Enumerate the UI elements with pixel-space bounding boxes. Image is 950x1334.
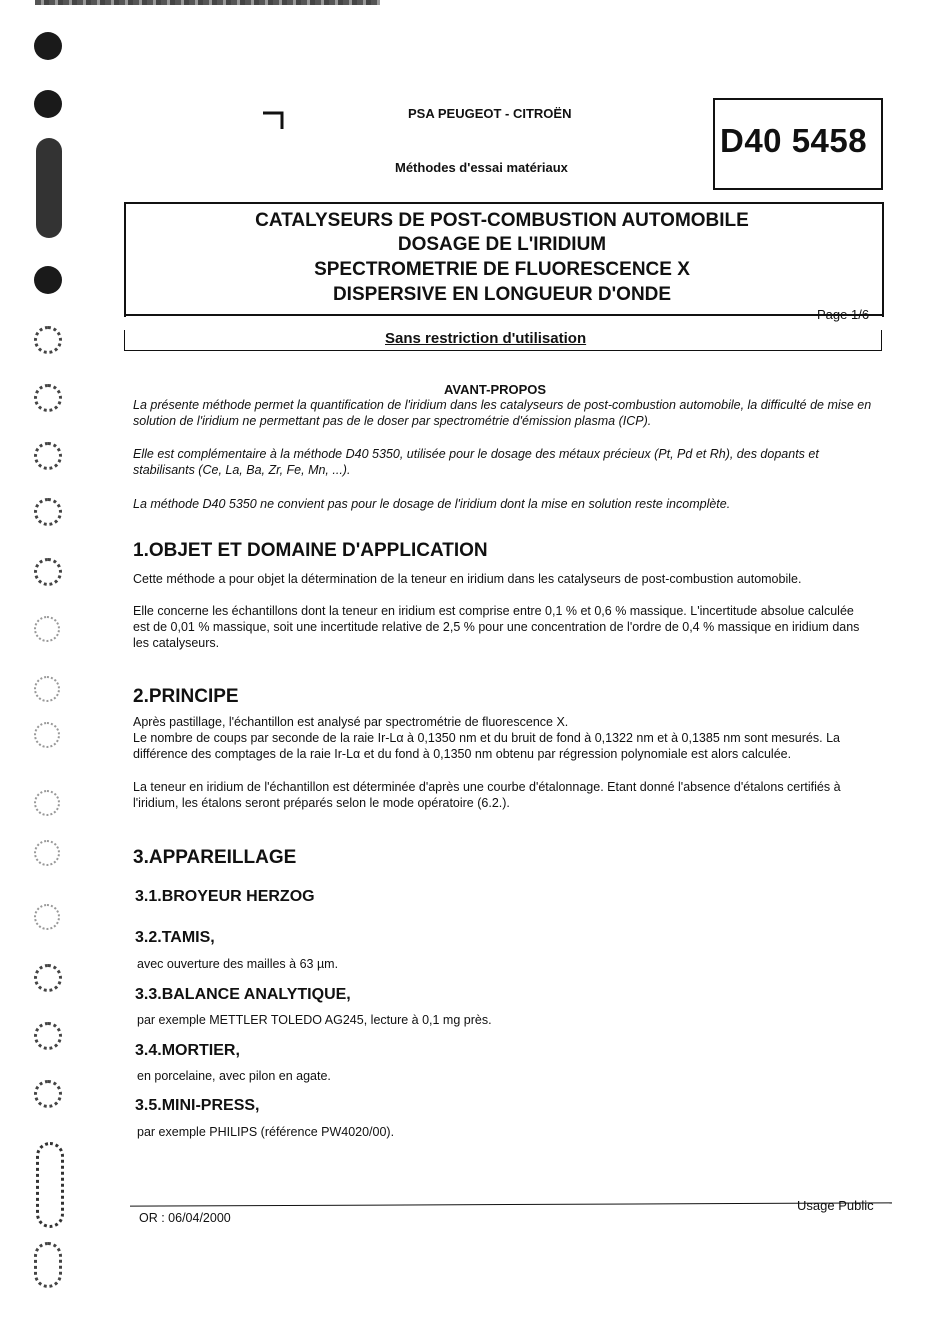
foreword-paragraph: La méthode D40 5350 ne convient pas pour le dosage de l'iridium dont la mise en solution reste incomplète. bbox=[133, 497, 731, 511]
foreword-paragraph: La présente méthode permet la quantification de l'iridium dans les catalyseurs de post-combustion automobile, la difficulté de mise en solution de l'iridium ne permettant pas de le doser par spectrométrie d'émission plasma (ICP). bbox=[133, 398, 872, 428]
subsection-heading: 3.1.BROYEUR HERZOG bbox=[135, 888, 315, 905]
scan-artifact bbox=[35, 0, 380, 5]
binder-hole-icon bbox=[36, 1142, 64, 1228]
body-paragraph: Elle concerne les échantillons dont la teneur en iridium est comprise entre 0,1 % et 0,6 % massique. L'incertitude absolue calculée est de 0,01 % massique, soit une incertitude relative de 2,5 % pour une concentration de l'ordre de 0,4 % massique en iridium dans les catalyseurs. bbox=[133, 604, 860, 650]
footer-divider bbox=[130, 1202, 892, 1206]
body-paragraph: Après pastillage, l'échantillon est analysé par spectrométrie de fluorescence X. bbox=[133, 715, 569, 729]
subsection-heading: 3.2.TAMIS, bbox=[135, 929, 215, 946]
binder-hole-icon bbox=[34, 790, 60, 816]
header-subtitle: Méthodes d'essai matériaux bbox=[395, 160, 568, 175]
footer-date: OR : 06/04/2000 bbox=[139, 1211, 231, 1225]
title-line: CATALYSEURS DE POST-COMBUSTION AUTOMOBILE bbox=[255, 210, 749, 231]
body-paragraph: La teneur en iridium de l'échantillon est déterminée d'après une courbe d'étalonnage. Etant donné l'absence d'étalons certifiés à l'iridium, les étalons seront préparés selon le mode opératoire (6.2.). bbox=[133, 780, 841, 810]
binder-hole-icon bbox=[34, 964, 62, 992]
binder-hole-icon bbox=[34, 904, 60, 930]
binder-hole-icon bbox=[34, 1022, 62, 1050]
binder-hole-icon bbox=[34, 384, 62, 412]
subsection-text: par exemple METTLER TOLEDO AG245, lecture à 0,1 mg près. bbox=[137, 1013, 492, 1027]
footer-usage: Usage Public bbox=[797, 1198, 874, 1213]
binder-hole-icon bbox=[34, 722, 60, 748]
binder-hole-icon bbox=[34, 1242, 62, 1288]
binder-hole-icon bbox=[34, 616, 60, 642]
title-line: DISPERSIVE EN LONGUEUR D'ONDE bbox=[332, 284, 672, 305]
subsection-text: avec ouverture des mailles à 63 µm. bbox=[137, 957, 339, 971]
subsection-heading: 3.4.MORTIER, bbox=[135, 1042, 240, 1059]
binder-hole-icon bbox=[34, 90, 62, 118]
binder-hole-icon bbox=[34, 558, 62, 586]
binder-hole-icon bbox=[34, 1080, 62, 1108]
binder-hole-icon bbox=[34, 498, 62, 526]
binder-hole-icon bbox=[34, 676, 60, 702]
company-name: PSA PEUGEOT - CITROËN bbox=[408, 106, 572, 121]
section-heading: 2.PRINCIPE bbox=[133, 686, 239, 707]
divider bbox=[124, 314, 882, 316]
section-heading: 1.OBJET ET DOMAINE D'APPLICATION bbox=[133, 540, 488, 561]
subsection-heading: 3.3.BALANCE ANALYTIQUE, bbox=[135, 986, 351, 1003]
binder-hole-icon bbox=[34, 442, 62, 470]
restriction-label: Sans restriction d'utilisation bbox=[385, 330, 587, 347]
page-number: Page 1/6 bbox=[817, 307, 870, 322]
binder-hole-icon bbox=[34, 266, 62, 294]
binder-hole-icon bbox=[34, 326, 62, 354]
foreword-title: AVANT-PROPOS bbox=[444, 382, 547, 397]
body-paragraph: Le nombre de coups par seconde de la raie Ir-Lα à 0,1350 nm et du bruit de fond à 0,1322 nm et à 0,1385 nm sont mesurés. La différence des comptages de la raie Ir-Lα et du fond à 0,1350 nm obtenu par régression polynomiale est alors calculée. bbox=[133, 731, 840, 761]
binder-hole-icon bbox=[34, 32, 62, 60]
doc-code: D40 5458 bbox=[720, 122, 868, 159]
title-line: DOSAGE DE L'IRIDIUM bbox=[397, 234, 607, 255]
subsection-text: par exemple PHILIPS (référence PW4020/00). bbox=[137, 1125, 395, 1139]
section-heading: 3.APPAREILLAGE bbox=[133, 847, 297, 868]
title-line: SPECTROMETRIE DE FLUORESCENCE X bbox=[314, 259, 690, 280]
subsection-heading: 3.5.MINI-PRESS, bbox=[135, 1097, 260, 1114]
binder-hole-icon bbox=[36, 138, 62, 238]
binder-hole-icon bbox=[34, 840, 60, 866]
foreword-paragraph: Elle est complémentaire à la méthode D40 5350, utilisée pour le dosage des métaux précieux (Pt, Pd et Rh), des dopants et stabilisants (Ce, La, Ba, Zr, Fe, Mn, ...). bbox=[133, 447, 819, 477]
subsection-text: en porcelaine, avec pilon en agate. bbox=[137, 1069, 331, 1083]
corner-mark-icon bbox=[262, 110, 286, 130]
body-paragraph: Cette méthode a pour objet la détermination de la teneur en iridium dans les catalyseurs de post-combustion automobile. bbox=[133, 572, 802, 586]
